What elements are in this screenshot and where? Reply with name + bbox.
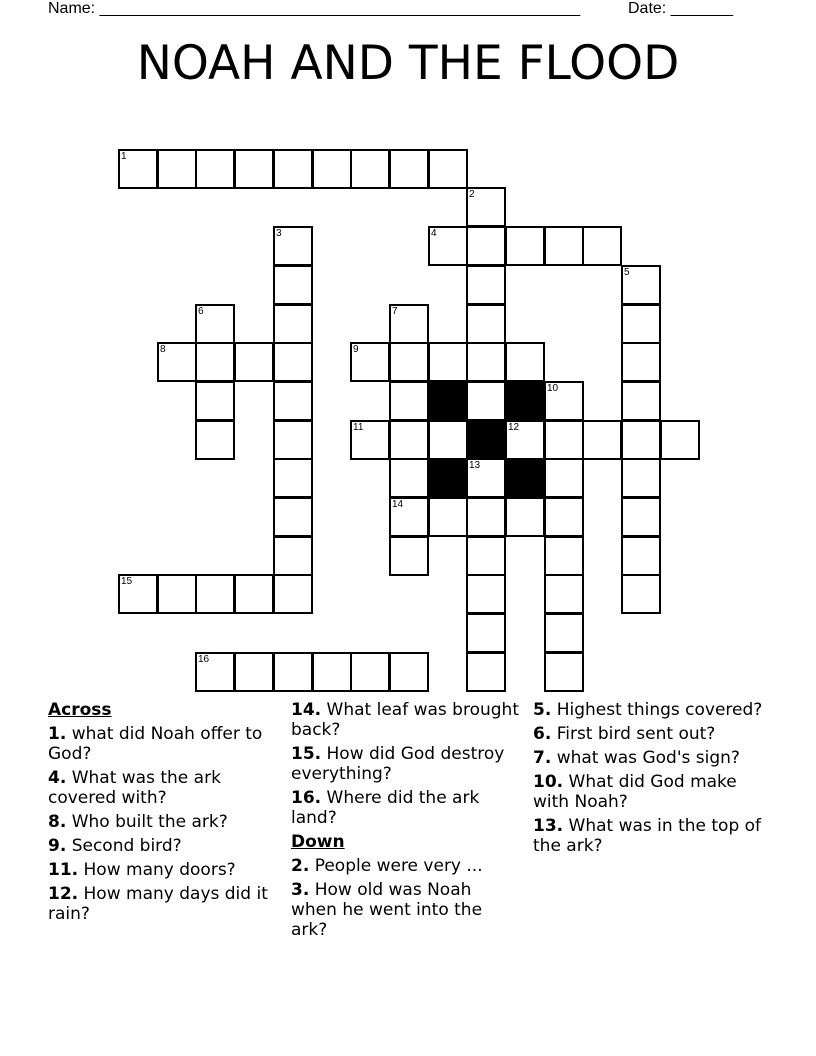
- clue-number-label: 9.: [48, 836, 67, 856]
- grid-cell[interactable]: [273, 342, 313, 382]
- grid-cell[interactable]: [273, 458, 313, 498]
- grid-cell[interactable]: [195, 149, 235, 189]
- clue-text: What leaf was brought back?: [291, 700, 519, 740]
- clue-item: [533, 724, 763, 744]
- grid-cell[interactable]: [389, 497, 429, 537]
- clue-number: 8: [160, 344, 166, 355]
- grid-cell[interactable]: [466, 536, 506, 576]
- clue-number-label: 1.: [48, 724, 67, 744]
- grid-cell[interactable]: [389, 304, 429, 344]
- date-field-label[interactable]: Date: _______: [628, 0, 733, 17]
- grid-cell[interactable]: [466, 265, 506, 305]
- grid-cell[interactable]: [544, 613, 584, 653]
- grid-cell[interactable]: [582, 226, 622, 266]
- clue-item: [533, 772, 763, 812]
- clue-text: Second bird?: [66, 836, 182, 856]
- clue-text: How old was Noah when he went into the ark?: [291, 880, 483, 940]
- grid-cell[interactable]: [621, 536, 661, 576]
- clue-number-label: 12.: [48, 884, 79, 904]
- clue-column-1: [48, 700, 278, 928]
- clue-text: Highest things covered?: [551, 700, 763, 720]
- grid-cell[interactable]: [466, 187, 506, 227]
- clue-item: [48, 724, 278, 764]
- grid-cell[interactable]: [273, 149, 313, 189]
- clue-text: What did God make with Noah?: [533, 772, 737, 812]
- black-square: [505, 381, 545, 421]
- grid-cell[interactable]: [428, 149, 468, 189]
- clue-number: 15: [121, 576, 133, 587]
- grid-cell[interactable]: [466, 574, 506, 614]
- clue-item: [48, 836, 278, 856]
- down-heading: Down: [291, 832, 345, 852]
- grid-cell[interactable]: [389, 342, 429, 382]
- grid-cell[interactable]: [544, 497, 584, 537]
- grid-cell[interactable]: [273, 536, 313, 576]
- grid-cell[interactable]: [195, 342, 235, 382]
- grid-cell[interactable]: [621, 420, 661, 460]
- clue-number: 10: [547, 383, 559, 394]
- grid-cell[interactable]: [505, 420, 545, 460]
- grid-cell[interactable]: [234, 342, 274, 382]
- clue-item: [533, 816, 763, 856]
- grid-cell[interactable]: [273, 304, 313, 344]
- clue-number-label: 16.: [291, 788, 322, 808]
- clue-text: what was God's sign?: [551, 748, 740, 768]
- grid-cell[interactable]: [273, 574, 313, 614]
- clue-number: 2: [469, 189, 475, 200]
- clue-text: How did God destroy everything?: [291, 744, 505, 784]
- clue-number: 13: [469, 460, 481, 471]
- grid-cell[interactable]: [505, 342, 545, 382]
- grid-cell[interactable]: [273, 497, 313, 537]
- grid-cell[interactable]: [389, 149, 429, 189]
- clue-number: 11: [353, 422, 364, 433]
- clue-item: [533, 748, 763, 768]
- page-title: NOAH AND THE FLOOD: [136, 36, 680, 91]
- grid-cell[interactable]: [428, 226, 468, 266]
- grid-cell[interactable]: [273, 265, 313, 305]
- clue-number: 5: [624, 267, 630, 278]
- clue-number-label: 10.: [533, 772, 564, 792]
- clue-number-label: 2.: [291, 856, 310, 876]
- clue-text: Who built the ark?: [66, 812, 228, 832]
- grid-cell[interactable]: [466, 613, 506, 653]
- grid-cell[interactable]: [234, 149, 274, 189]
- clue-number-label: 14.: [291, 700, 322, 720]
- clue-column-2: [291, 700, 521, 944]
- grid-cell[interactable]: [621, 265, 661, 305]
- black-square: [428, 381, 468, 421]
- grid-cell[interactable]: [312, 149, 352, 189]
- clue-number-label: 7.: [533, 748, 552, 768]
- black-square: [466, 420, 506, 460]
- grid-cell[interactable]: [389, 652, 429, 692]
- grid-cell[interactable]: [428, 342, 468, 382]
- clue-text: What was the ark covered with?: [48, 768, 221, 808]
- clue-number: 6: [198, 306, 204, 317]
- clue-number: 9: [353, 344, 359, 355]
- grid-cell[interactable]: [234, 574, 274, 614]
- grid-cell[interactable]: [621, 342, 661, 382]
- clue-item: [291, 700, 521, 740]
- clue-number: 14: [392, 499, 404, 510]
- grid-cell[interactable]: [466, 381, 506, 421]
- grid-cell[interactable]: [273, 226, 313, 266]
- grid-cell[interactable]: [582, 420, 622, 460]
- clue-item: [48, 884, 278, 924]
- grid-cell[interactable]: [466, 304, 506, 344]
- clue-number: 3: [276, 228, 282, 239]
- grid-cell[interactable]: [466, 342, 506, 382]
- black-square: [428, 458, 468, 498]
- grid-cell[interactable]: [621, 574, 661, 614]
- grid-cell[interactable]: [273, 381, 313, 421]
- grid-cell[interactable]: [234, 652, 274, 692]
- black-square: [505, 458, 545, 498]
- clue-text: People were very ...: [309, 856, 483, 876]
- grid-cell[interactable]: [350, 652, 390, 692]
- grid-cell[interactable]: [118, 149, 158, 189]
- grid-cell[interactable]: [350, 342, 390, 382]
- grid-cell[interactable]: [157, 342, 197, 382]
- grid-cell[interactable]: [621, 381, 661, 421]
- clue-number: 1: [121, 151, 127, 162]
- grid-cell[interactable]: [544, 226, 584, 266]
- grid-cell[interactable]: [350, 149, 390, 189]
- grid-cell[interactable]: [505, 497, 545, 537]
- clue-number: 4: [431, 228, 437, 239]
- grid-cell[interactable]: [195, 304, 235, 344]
- clue-item: [533, 700, 763, 720]
- grid-cell[interactable]: [312, 652, 352, 692]
- clue-item: [48, 768, 278, 808]
- grid-cell[interactable]: [157, 149, 197, 189]
- clue-number-label: 13.: [533, 816, 564, 836]
- clue-number-label: 4.: [48, 768, 67, 788]
- grid-cell[interactable]: [505, 226, 545, 266]
- grid-cell[interactable]: [195, 574, 235, 614]
- clue-number-label: 5.: [533, 700, 552, 720]
- grid-cell[interactable]: [428, 497, 468, 537]
- clue-item: [291, 880, 521, 940]
- grid-cell[interactable]: [195, 652, 235, 692]
- clue-text: what did Noah offer to God?: [48, 724, 263, 764]
- clue-number-label: 15.: [291, 744, 322, 764]
- grid-cell[interactable]: [350, 420, 390, 460]
- clue-item: [48, 812, 278, 832]
- clue-number-label: 6.: [533, 724, 552, 744]
- grid-cell[interactable]: [544, 381, 584, 421]
- grid-cell[interactable]: [195, 420, 235, 460]
- clue-item: [291, 856, 521, 876]
- grid-cell[interactable]: [428, 420, 468, 460]
- across-heading: Across: [48, 700, 112, 720]
- grid-cell[interactable]: [389, 381, 429, 421]
- grid-cell[interactable]: [466, 226, 506, 266]
- grid-cell[interactable]: [621, 497, 661, 537]
- clue-column-3: [533, 700, 763, 860]
- clue-text: First bird sent out?: [551, 724, 716, 744]
- grid-cell[interactable]: [660, 420, 700, 460]
- clue-item: [291, 788, 521, 828]
- clue-item: [48, 860, 278, 880]
- grid-cell[interactable]: [544, 458, 584, 498]
- clue-text: Where did the ark land?: [291, 788, 480, 828]
- grid-cell[interactable]: [544, 574, 584, 614]
- grid-cell[interactable]: [273, 420, 313, 460]
- clue-number-label: 8.: [48, 812, 67, 832]
- clue-number-label: 3.: [291, 880, 310, 900]
- grid-cell[interactable]: [544, 420, 584, 460]
- grid-cell[interactable]: [118, 574, 158, 614]
- clue-text: How many doors?: [78, 860, 236, 880]
- clue-item: [291, 744, 521, 784]
- grid-cell[interactable]: [544, 652, 584, 692]
- clue-number: 7: [392, 306, 398, 317]
- grid-cell[interactable]: [466, 458, 506, 498]
- grid-cell[interactable]: [195, 381, 235, 421]
- grid-cell[interactable]: [389, 458, 429, 498]
- clue-number: 12: [508, 422, 520, 433]
- grid-cell[interactable]: [544, 536, 584, 576]
- clue-text: How many days did it rain?: [48, 884, 268, 924]
- clue-number: 16: [198, 654, 210, 665]
- name-field-label[interactable]: Name: ______________________________________________________: [48, 0, 581, 17]
- clue-number-label: 11.: [48, 860, 79, 880]
- grid-cell[interactable]: [389, 420, 429, 460]
- grid-cell[interactable]: [466, 652, 506, 692]
- grid-cell[interactable]: [157, 574, 197, 614]
- grid-cell[interactable]: [273, 652, 313, 692]
- grid-cell[interactable]: [389, 536, 429, 576]
- grid-cell[interactable]: [621, 458, 661, 498]
- grid-cell[interactable]: [466, 497, 506, 537]
- grid-cell[interactable]: [621, 304, 661, 344]
- clue-text: What was in the top of the ark?: [533, 816, 762, 856]
